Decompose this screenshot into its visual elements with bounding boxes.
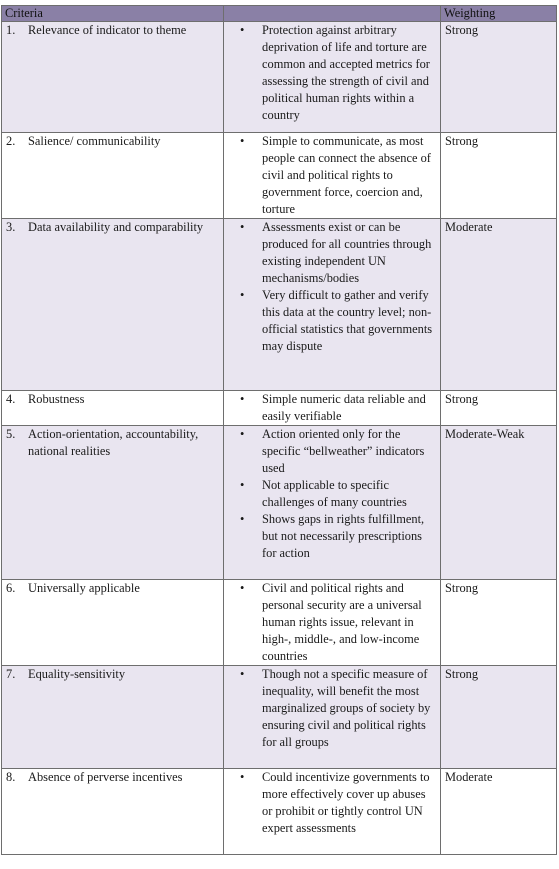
weighting-cell: Strong [441, 22, 557, 133]
weighting-cell: Moderate-Weak [441, 426, 557, 580]
bullet-text: Civil and political rights and personal security are a universal human rights issue, relevant in high-, middle-, and low-income countries [262, 581, 422, 663]
bullet-text: Though not a specific measure of inequality, will benefit the most marginalized groups of society by ensuring civil and political rights for all groups [262, 667, 431, 749]
criterion-number: 5. [6, 427, 16, 441]
bullet-text: Could incentivize governments to more effectively cover up abuses or prohibit or tightly control UN expert assessments [262, 770, 430, 835]
bullet-point [228, 477, 436, 511]
bullet-marker: • [240, 512, 245, 526]
criterion-number: 3. [6, 220, 16, 234]
rationale-cell [224, 22, 441, 133]
weighting-cell: Strong [441, 666, 557, 769]
bullet-point [228, 287, 436, 355]
bullet-marker: • [240, 392, 245, 406]
weighting-cell: Strong [441, 133, 557, 219]
rationale-cell [224, 219, 441, 391]
criterion-text: Equality-sensitivity [28, 667, 126, 681]
bullet-point [228, 133, 436, 218]
bullet-marker: • [240, 134, 245, 148]
criterion-text: Absence of perverse incentives [28, 770, 183, 784]
table-row [2, 580, 557, 666]
table-row [2, 219, 557, 391]
bullet-text: Simple numeric data reliable and easily verifiable [262, 392, 426, 423]
rationale-cell [224, 769, 441, 855]
table-row [2, 22, 557, 133]
bullet-point [228, 666, 436, 751]
table-row [2, 769, 557, 855]
rationale-cell [224, 426, 441, 580]
weighting-cell: Moderate [441, 219, 557, 391]
bullet-marker: • [240, 427, 245, 441]
table-row [2, 133, 557, 219]
bullet-text: Very difficult to gather and verify this data at the country level; non-official statistics that governments may dispute [262, 288, 433, 353]
bullet-marker: • [240, 667, 245, 681]
criterion-text: Robustness [28, 392, 85, 406]
bullet-text: Protection against arbitrary deprivation of life and torture are common and accepted metrics for assessing the strength of civil and political human rights within a country [262, 23, 430, 122]
bullet-marker: • [240, 770, 245, 784]
header-middle [224, 6, 441, 22]
criterion-text: Data availability and comparability [28, 220, 204, 234]
bullet-marker: • [240, 478, 245, 492]
bullet-marker: • [240, 288, 245, 302]
rationale-cell [224, 133, 441, 219]
criteria-table [1, 5, 557, 855]
rationale-cell [224, 580, 441, 666]
weighting-cell: Strong [441, 391, 557, 426]
criterion-cell [2, 666, 224, 769]
criterion-cell [2, 133, 224, 219]
criterion-number: 2. [6, 134, 16, 148]
criterion-cell [2, 391, 224, 426]
bullet-text: Shows gaps in rights fulfillment, but not necessarily prescriptions for action [262, 512, 425, 560]
header-criteria: Criteria [2, 6, 224, 22]
bullet-marker: • [240, 220, 245, 234]
criterion-text: Relevance of indicator to theme [28, 23, 187, 37]
criterion-number: 6. [6, 581, 16, 595]
bullet-point [228, 22, 436, 124]
bullet-marker: • [240, 23, 245, 37]
bullet-text: Not applicable to specific challenges of many countries [262, 478, 407, 509]
criterion-cell [2, 769, 224, 855]
table-row [2, 391, 557, 426]
table-row [2, 666, 557, 769]
criterion-number: 1. [6, 23, 16, 37]
criterion-number: 7. [6, 667, 16, 681]
bullet-point [228, 219, 436, 287]
criterion-text: Action-orientation, accountability, national realities [28, 427, 199, 458]
bullet-marker: • [240, 581, 245, 595]
criterion-cell [2, 219, 224, 391]
weighting-cell: Strong [441, 580, 557, 666]
weighting-cell: Moderate [441, 769, 557, 855]
rationale-cell [224, 391, 441, 426]
bullet-text: Action oriented only for the specific “bellweather” indicators used [262, 427, 425, 475]
header-weighting: Weighting [441, 6, 557, 22]
header-row [2, 6, 557, 22]
bullet-point [228, 580, 436, 665]
table-row [2, 426, 557, 580]
bullet-point [228, 769, 436, 837]
bullet-point [228, 511, 436, 562]
criterion-text: Salience/ communicability [28, 134, 161, 148]
rationale-cell [224, 666, 441, 769]
criterion-cell [2, 426, 224, 580]
criterion-number: 8. [6, 770, 16, 784]
criterion-number: 4. [6, 392, 16, 406]
criterion-cell [2, 22, 224, 133]
bullet-text: Assessments exist or can be produced for all countries through existing independent UN mechanisms/bodies [262, 220, 432, 285]
bullet-point [228, 426, 436, 477]
criterion-text: Universally applicable [28, 581, 140, 595]
bullet-point [228, 391, 436, 425]
bullet-text: Simple to communicate, as most people can connect the absence of civil and political rights to government force, coercion and, torture [262, 134, 431, 216]
criterion-cell [2, 580, 224, 666]
